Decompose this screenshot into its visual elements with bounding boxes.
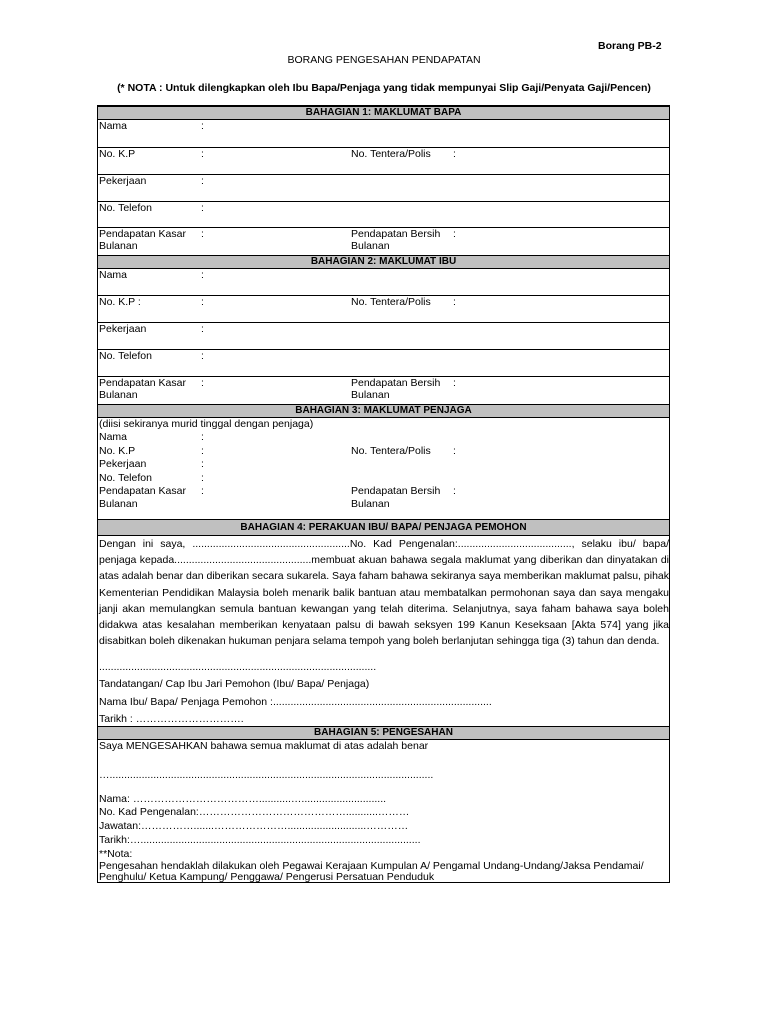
declaration-text: Dengan ini saya, ......................................................No. Kad Pengenalan:......................................., selaku ibu/ bapa/ penjaga kepada...............................................membuat akuan bahawa segala maklumat yang diberikan dan dinyatakan di atas adalah benar dan diberikan secara sukarela. Saya faham bahawa sekiranya saya memberikan maklumat palsu, pihak Kementerian Pendidikan Malaysia boleh menarik balik bantuan atau membatalkan permohonan saya dan saya mengaku janji akan memulangkan semula bantuan kewangan yang telah diterima. Selanjutnya, saya faham bahawa saya boleh didakwa atas kesalahan memberikan kenyataan palsu di bawah seksyen 199 Kanun Keseksaan [Akta 574] yang jika disabitkan boleh dikenakan hukuman penjara selama tempoh yang boleh berlanjutan sehingga tiga (3) tahun dan denda. (99, 538, 669, 648)
guardian-phone-colon: : (201, 472, 204, 484)
father-gross-label: Pendapatan Kasar (99, 228, 186, 240)
mother-tentera-colon: : (453, 296, 456, 308)
mother-name-label: Nama (99, 269, 128, 281)
mother-net-colon: : (453, 377, 456, 389)
mother-gross-label: Pendapatan Kasar (99, 377, 186, 389)
father-kp-label: No. K.P (99, 148, 136, 160)
guardian-kp-colon: : (201, 445, 204, 457)
mother-kp-label: No. K.P : (99, 296, 141, 308)
applicant-signature-line: ............................................................................................... (99, 661, 377, 673)
father-kp-colon: : (201, 148, 204, 160)
applicant-date-line: Tarikh : …………………………. (99, 713, 244, 725)
verifier-kp-line: No. Kad Pengenalan:……………………………………...........……… (99, 806, 410, 818)
mother-tentera-label: No. Tentera/Polis (351, 296, 431, 308)
mother-name-colon: : (201, 269, 204, 281)
applicant-signature-label: Tandatangan/ Cap Ibu Jari Pemohon (Ibu/ Bapa/ Penjaga) (99, 678, 370, 690)
section-1-header: BAHAGIAN 1: MAKLUMAT BAPA (98, 106, 669, 120)
mother-job-colon: : (201, 323, 204, 335)
mother-gross-monthly: Bulanan (99, 389, 138, 401)
verification-note-line-2: Penghulu/ Ketua Kampung/ Penggawa/ Pengerusi Persatuan Penduduk (99, 871, 435, 883)
section-4-header: BAHAGIAN 4: PERAKUAN IBU/ BAPA/ PENJAGA PEMOHON (98, 519, 669, 536)
verifier-signature-line: …............................................................................................................... (99, 769, 434, 781)
mother-kp-colon: : (201, 296, 204, 308)
section-5-header: BAHAGIAN 5: PENGESAHAN (98, 726, 669, 740)
father-job-colon: : (201, 175, 204, 187)
guardian-job-label: Pekerjaan (99, 458, 147, 470)
father-name-colon: : (201, 120, 204, 132)
guardian-job-colon: : (201, 458, 204, 470)
verification-note-heading: **Nota: (99, 848, 133, 860)
mother-net-label: Pendapatan Bersih (351, 377, 441, 389)
mother-job-label: Pekerjaan (99, 323, 147, 335)
guardian-tentera-label: No. Tentera/Polis (351, 445, 431, 457)
father-phone-colon: : (201, 202, 204, 214)
guardian-phone-label: No. Telefon (99, 472, 152, 484)
father-phone-label: No. Telefon (99, 202, 152, 214)
mother-phone-colon: : (201, 350, 204, 362)
guardian-net-label: Pendapatan Bersih (351, 485, 441, 497)
verification-statement: Saya MENGESAHKAN bahawa semua maklumat di atas adalah benar (99, 740, 429, 752)
guardian-gross-colon: : (201, 485, 204, 497)
applicant-name-line: Nama Ibu/ Bapa/ Penjaga Pemohon :........................................................................... (99, 696, 492, 708)
form-id: Borang PB-2 (598, 40, 662, 52)
guardian-net-colon: : (453, 485, 456, 497)
guardian-gross-label: Pendapatan Kasar (99, 485, 186, 497)
guardian-name-label: Nama (99, 431, 128, 443)
guardian-name-colon: : (201, 431, 204, 443)
form-title: BORANG PENGESAHAN PENDAPATAN (287, 54, 481, 66)
father-tentera-colon: : (453, 148, 456, 160)
father-job-label: Pekerjaan (99, 175, 147, 187)
verifier-position-line: Jawatan:…………….......…………………...........................………… (99, 820, 409, 832)
father-net-colon: : (453, 228, 456, 240)
father-gross-monthly: Bulanan (99, 240, 138, 252)
guardian-tentera-colon: : (453, 445, 456, 457)
guardian-net-monthly: Bulanan (351, 498, 390, 510)
form-box (97, 105, 670, 883)
mother-phone-label: No. Telefon (99, 350, 152, 362)
verifier-name-line: Nama: ………………………………...........…............................. (99, 793, 387, 805)
mother-gross-colon: : (201, 377, 204, 389)
guardian-gross-monthly: Bulanan (99, 498, 138, 510)
verification-note-line-1: Pengesahan hendaklah dilakukan oleh Pegawai Kerajaan Kumpulan A/ Pengamal Undang-Undang/Jaksa Pendamai/ (99, 860, 644, 872)
father-net-label: Pendapatan Bersih (351, 228, 441, 240)
section-2-header: BAHAGIAN 2: MAKLUMAT IBU (98, 255, 669, 269)
form-note: (* NOTA : Untuk dilengkapkan oleh Ibu Bapa/Penjaga yang tidak mempunyai Slip Gaji/Penyata Gaji/Pencen) (117, 82, 651, 94)
guardian-kp-label: No. K.P (99, 445, 136, 457)
father-tentera-label: No. Tentera/Polis (351, 148, 431, 160)
guardian-note: (diisi sekiranya murid tinggal dengan penjaga) (99, 418, 314, 430)
section-3-header: BAHAGIAN 3: MAKLUMAT PENJAGA (98, 404, 669, 418)
verifier-date-line: Tarikh:…................................................................................................ (99, 834, 421, 846)
mother-net-monthly: Bulanan (351, 389, 390, 401)
father-name-label: Nama (99, 120, 128, 132)
father-gross-colon: : (201, 228, 204, 240)
father-net-monthly: Bulanan (351, 240, 390, 252)
